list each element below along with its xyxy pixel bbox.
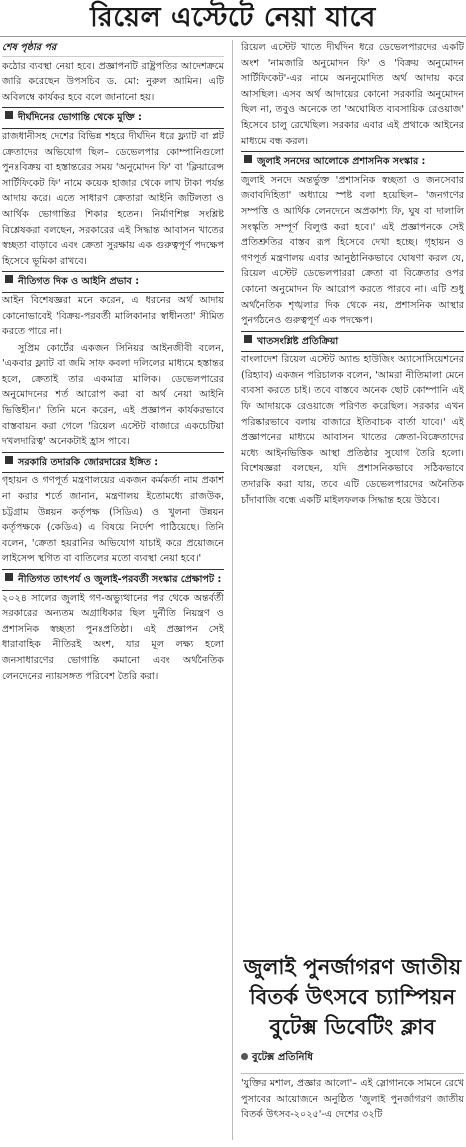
right-column <box>241 40 464 509</box>
news-headline: জুলাই পুনর্জাগরণ জাতীয় বিতর্ক উৎসবে চ্যাম্পিয়ন বুটেক্স ডিবেটিং ক্লাব <box>243 955 462 1039</box>
subhead: নীতিগত তাৎপর্য ও জুলাই-পরবর্তী সংস্কার প্রেক্ষাপট : <box>2 569 224 591</box>
paragraph: রাজধানীসহ দেশের বিভিন্ন শহরে দীর্ঘদিন ধরে ফ্ল্যাট বা প্লট ক্রেতাদের অভিযোগ ছিল– ডেভেলপার কোম্পানিগুলো পুনঃবিক্রয় বা হস্তান্তরের সময় 'অনুমোদন ফি' বা 'ক্লিয়ারেন্স সার্টিফিকেট ফি' নামে কয়েক হাজার থেকে লাখ টাকা পর্যন্ত আদায় করে। এতে সাধারণ ক্রেতারা আইনি জটিলতা ও আর্থিক ভোগান্তির শিকার হতেন। নির্মাণশিল্প সংশ্লিষ্ট বিশ্লেষকরা বলছেন, সরকারের এই সিদ্ধান্ত আবাসন খাতের স্বচ্ছতা বাড়াবে এবং ক্রেতা সুরক্ষায় এক গুরুত্বপূর্ণ পদক্ষেপ হিসেবে ভূমিকা রাখবে। <box>2 130 224 267</box>
column-divider <box>232 40 233 1140</box>
paragraph: সুপ্রিম কোর্টের একজন সিনিয়র আইনজীবী বলেন, 'একবার ফ্ল্যাট বা জমি সাফ কবলা দলিলের মাধ্যমে হস্তান্তর হলে, ক্রেতাই তার একমাত্র মালিক। ডেভেলপারের অনুমোদনের শর্ত আরোপ করা বা অর্থ নেয়া আইনি ভিত্তিহীন।' তিনি মনে করেন, এই প্রজ্ঞাপন কার্যকরভাবে বাস্তবায়ন করা গেলে 'রিয়েল এস্টেট বাজারে একচেটিয়া দখলদারিত্ব' অনেকটাই হ্রাস পাবে। <box>2 342 224 448</box>
subhead: খাতসংশ্লিষ্ট প্রতিক্রিয়া <box>241 331 464 353</box>
paragraph: ২০২৪ সালের জুলাই গণ-অভ্যুত্থানের পর থেকে অন্তর্বর্তী সরকারের অন্যতম অগ্রাধিকার ছিল দুর্নীতি নিয়ন্ত্রণ ও প্রশাসনিক স্বচ্ছতা পুনঃপ্রতিষ্ঠা। এই প্রজ্ঞাপন সেই ধারাবাহিক নীতিরই অংশ, যার মূল লক্ষ্য হলো জনসাধারণের ভোগান্তি কমানো এবং অর্থনৈতিক লেনদেনের ন্যায়সঙ্গত পরিবেশ তৈরি করা। <box>2 592 224 682</box>
paragraph: আইন বিশেষজ্ঞরা মনে করেন, এ ধরনের অর্থ আদায় কোনোভাবেই 'বিক্রয়-পরবর্তী মালিকানার স্বাধীনতা' সীমিত করতে পারে না। <box>2 294 224 338</box>
paragraph: গৃহায়ন ও গণপূর্ত মন্ত্রণালয়ের একজন কর্মকর্তা নাম প্রকাশ না করার শর্তে জানান, মন্ত্রণালয় ইতোমধ্যে রাজউক, চট্টগ্রাম উন্নয়ন কর্তৃপক্ষ (সিডিএ) ও খুলনা উন্নয়ন কর্তৃপক্ষকে (কেডিএ) এ বিষয়ে নির্দেশ পাঠিয়েছে। তিনি বলেন, 'ক্রেতা হয়রানির অভিযোগ যাচাই করে প্রয়োজনে লাইসেন্স স্থগিত বা বাতিলের মতো ব্যবস্থা নেয়া হবে।' <box>2 475 224 565</box>
second-news-item <box>241 952 464 1123</box>
paragraph: জুলাই সনদে অন্তর্ভুক্ত 'প্রশাসনিক স্বচ্ছতা ও জনসেবার জবাবদিহিতা' অধ্যায়ে স্পষ্ট বলা হয়েছিল– 'জনগণের সম্পত্তি ও আর্থিক লেনদেনে অপ্রকাশ্য ফি, ঘুষ বা দালালি সংস্কৃতি সম্পূর্ণ বিলুপ্ত করা হবে।' এই প্রজ্ঞাপনকে সেই প্রতিশ্রুতির বাস্তব রূপ হিসেবে দেখা হচ্ছে। গৃহায়ন ও গণপূর্ত মন্ত্রণালয় এবার আনুষ্ঠানিকভাবে ঘোষণা করল যে, রিয়েল এস্টেট ডেভেলপাররা ক্রেতা বা বিক্রেতার ওপর কোনো অনুমোদন ফি আরোপ করতে পারবে না। এটি শুধু অর্থনৈতিক শৃঙ্খলার দিক থেকে নয়, প্রশাসনিক আস্থার পুনর্গঠনেও গুরুত্বপূর্ণ এক পদক্ষেপ। <box>241 174 464 327</box>
subhead: জুলাই সনদের আলোকে প্রশাসনিক সংস্কার : <box>241 151 464 173</box>
paragraph: রিয়েল এস্টেট খাতে দীর্ঘদিন ধরে ডেভেলপারদের একটি অংশ 'নামজারি অনুমোদন ফি' ও 'বিক্রয় অনুমোদন সার্টিফিকেট'-এর নামে অননুমোদিত অর্থ আদায় করে আসছিল। এসব অর্থ আদায়ের কোনো সরকারি অনুমোদন ছিল না, তবুও অনেকে তা 'অঘোষিত ব্যবসায়িক রেওয়াজ' হিসেবে চালু রেখেছিল। সরকার এবার এই প্রথাকে আইনের মাধ্যমে বন্ধ করল। <box>241 42 464 147</box>
byline-text: বুটেক্স প্রতিনিধি <box>252 1052 313 1063</box>
paragraph: কঠোর ব্যবস্থা নেয়া হবে। প্রজ্ঞাপনটি রাষ্ট্রপতির আদেশক্রমে জারি করেছেন উপসচিব ড. মো: নুরুল আমিন। এটি অবিলম্বে কার্যকর হবে বলে জানানো হয়। <box>2 60 224 103</box>
byline <box>241 1050 464 1067</box>
headline: রিয়েল এস্টেটে নেয়া যাবে <box>0 0 466 37</box>
subhead: নীতিগত দিক ও আইনি প্রভাব : <box>2 271 224 293</box>
news-body: 'যুক্তির মশাল, প্রজ্ঞার আলো'– এই স্লোগানকে সামনে রেখে পুসাবের আয়োজনে অনুষ্ঠিত 'জুলাই পুনর্জাগরণ জাতীয় বিতর্ক উৎসব-২০২৫'-এ দেশের ৩২টি <box>241 1073 464 1123</box>
bullet-icon <box>241 1053 248 1060</box>
subhead: দীর্ঘদিনের ভোগান্তি থেকে মুক্তি : <box>2 107 224 129</box>
paragraph: বাংলাদেশ রিয়েল এস্টেট অ্যান্ড হাউজিং অ্যাসোসিয়েশনের (রিহ্যাব) একজন পরিচালক বলেন, 'আমরা নীতিমালা মেনে ব্যবসা করতে চাই। তবে বাস্তবে অনেক ছোট কোম্পানি এই ফি আদায়কে রেওয়াজে পরিণত করেছিল। সরকার এখন পরিষ্কারভাবে বলায় বাজারে ইতিবাচক বার্তা যাবে।' এই প্রজ্ঞাপনের মাধ্যমে আবাসন খাতের ক্রেতা-বিক্রেতাদের মধ্যে আইনভিত্তিক আস্থা প্রতিষ্ঠার সুযোগ তৈরি হলো। বিশেষজ্ঞরা বলছেন, যদি প্রশাসনিকভাবে সঠিকভাবে তদারকি করা যায়, তবে এটি ডেভেলপারদের অনৈতিক চাঁদাবাজি বন্ধে একটি মাইলফলক সিদ্ধান্ত হয়ে উঠবে। <box>241 354 464 506</box>
continued-label: শেষ পৃষ্ঠার পর <box>2 40 224 57</box>
left-column <box>2 40 224 685</box>
subhead: সরকারি তদারকি জোরদারের ইঙ্গিত : <box>2 452 224 474</box>
